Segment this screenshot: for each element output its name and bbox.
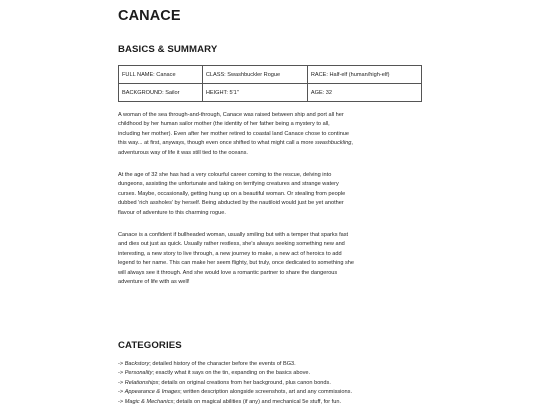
paragraph-line: adventurous way of life it was still tied to the oceans.	[118, 149, 248, 156]
paragraph-line: and dies out just as quick. Usually rather restless, she's always seeking something new and	[118, 241, 345, 248]
paragraph-line: Canace is a confident if bullheaded woman, usually smiling but with a temper that sparks fast	[118, 232, 349, 238]
basics-table	[118, 65, 422, 102]
summary-paragraph-3	[118, 231, 424, 287]
paragraph-line	[118, 139, 424, 148]
table-row	[119, 66, 422, 84]
paragraph-line: curses. Maybe, occasionally, getting hung up on a beautiful woman. Or stealing from people	[118, 190, 346, 197]
full-name-cell: FULL NAME: Canace	[119, 66, 203, 84]
list-item[interactable]	[118, 369, 424, 378]
background-cell: BACKGROUND: Sailor	[119, 84, 203, 102]
paragraph-line: adventure of life with as well!	[118, 279, 190, 286]
categories-heading: CATEGORIES	[118, 340, 182, 351]
paragraph-line: will always see it through. And she would love a romantic partner to share the dangerous	[118, 269, 338, 276]
categories-list	[118, 360, 424, 407]
list-item[interactable]	[118, 398, 424, 407]
basics-heading: BASICS & SUMMARY	[118, 44, 218, 55]
paragraph-line: legend to her name. This can make her seem flighty, but truly, once dedicated to something she	[118, 260, 355, 267]
list-item[interactable]	[118, 379, 424, 388]
summary-paragraph-2	[118, 171, 424, 218]
paragraph-line: dubbed 'rich assholes' by herself. Being abducted by the nautiloid would just be yet another	[118, 200, 344, 207]
height-cell: HEIGHT: 5'1"	[202, 84, 307, 102]
paragraph-line: childhood by her human sailor mother (the identity of her father being a mystery to all,	[118, 121, 330, 128]
emphasis-text: swashbuckling	[315, 140, 352, 147]
arrow-marker: ->	[118, 379, 124, 386]
list-item[interactable]	[118, 360, 424, 369]
paragraph-line: At the age of 32 she has had a very colourful career coming to the rescue, delving into	[118, 172, 332, 178]
summary-paragraph-1	[118, 111, 424, 158]
list-item[interactable]	[118, 388, 424, 397]
paragraph-line: interesting, a new story to live through, a new journey to make, a new act of heroics to add	[118, 250, 342, 257]
paragraph-line: A woman of the sea through-and-through, Canace was raised between ship and port all her	[118, 112, 344, 118]
category-description: ; written description alongside screenshots, art and any commissions.	[180, 389, 352, 396]
category-description: ; detailed history of the character before the events of BG3.	[149, 361, 296, 367]
arrow-marker: ->	[118, 361, 124, 367]
category-link[interactable]: Magic & Mechanics	[124, 398, 174, 405]
paragraph-line: dungeons, assisting the unfortunate and taking on terrifying creatures and strange watery	[118, 181, 339, 188]
age-cell: AGE: 32	[307, 84, 421, 102]
category-description: ; exactly what it says on the tin, expanding on the basics above.	[152, 370, 311, 377]
category-link[interactable]: Appearance & Images	[124, 389, 181, 396]
paragraph-text: ,	[351, 140, 353, 147]
arrow-marker: ->	[118, 398, 124, 405]
category-description: ; details on magical abilities (if any) and mechanical 5e stuff, for fun.	[173, 398, 341, 405]
arrow-marker: ->	[118, 370, 124, 377]
category-link[interactable]: Backstory	[124, 361, 150, 367]
class-cell: CLASS: Swashbuckler Rogue	[202, 66, 307, 84]
category-description: ; details on original creations from her background, plus canon bonds.	[158, 379, 331, 386]
category-link[interactable]: Personality	[124, 370, 153, 377]
paragraph-line: including her mother). Even after her mother retired to coastal land Canace chose to continue	[118, 130, 350, 137]
arrow-marker: ->	[118, 389, 124, 396]
category-link[interactable]: Relationships	[124, 379, 159, 386]
race-cell: RACE: Half-elf (human/high-elf)	[307, 66, 421, 84]
table-row	[119, 84, 422, 102]
page-title: CANACE	[118, 8, 181, 24]
paragraph-text: this way... at first, anyways, though even once shifted to what might call a more	[118, 140, 316, 147]
paragraph-line: flavour of adventure to this charming rogue.	[118, 209, 226, 216]
